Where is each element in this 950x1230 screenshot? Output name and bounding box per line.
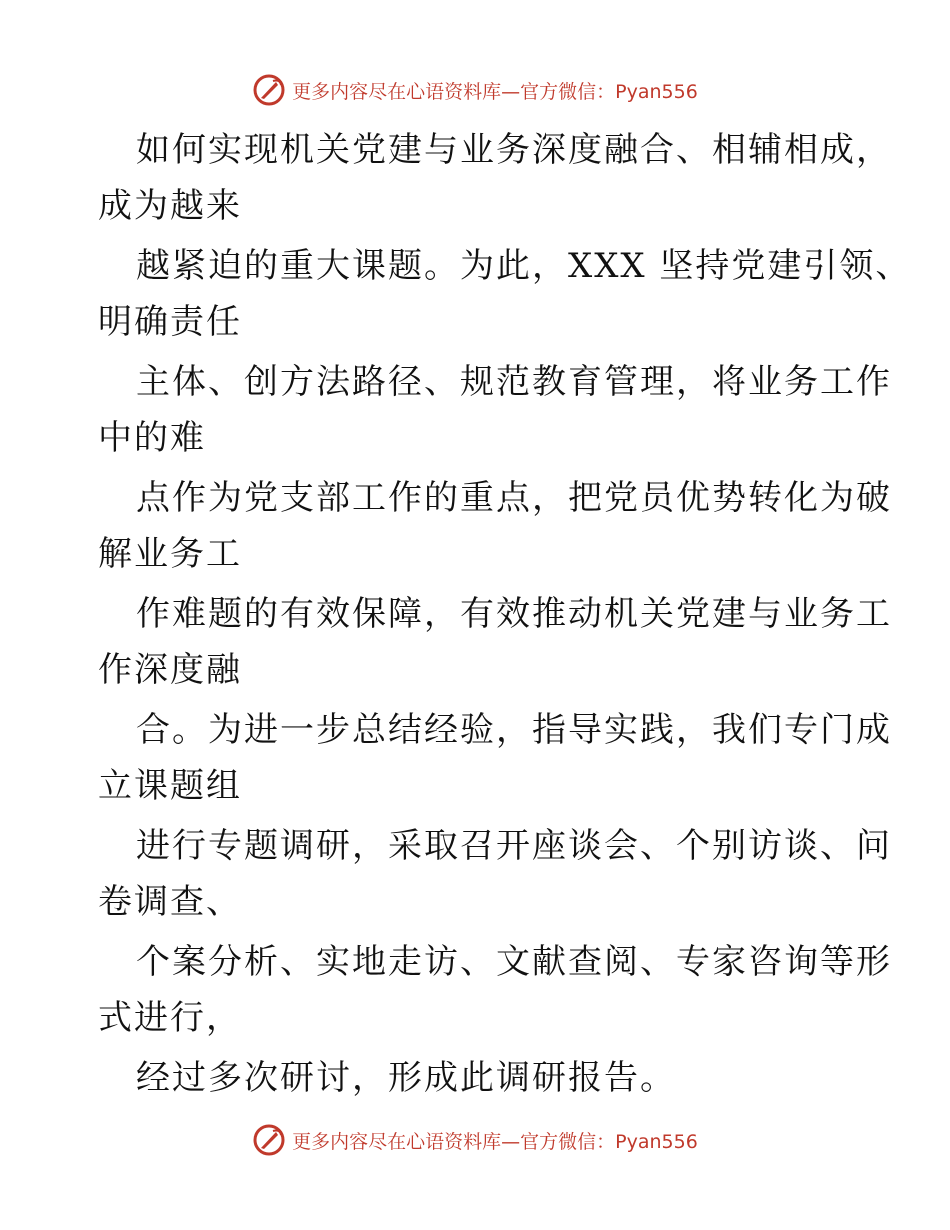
quill-logo-icon bbox=[252, 73, 286, 107]
body-line: 进行专题调研，采取召开座谈会、个别访谈、问 bbox=[136, 826, 892, 866]
body-line: 作深度融 bbox=[98, 650, 242, 690]
body-line: 如何实现机关党建与业务深度融合、相辅相成， bbox=[136, 130, 892, 170]
body-line: 式进行， bbox=[98, 998, 242, 1038]
footer-banner-inner bbox=[252, 1123, 698, 1157]
quill-logo-icon bbox=[252, 1123, 286, 1157]
body-line: 解业务工 bbox=[98, 534, 242, 574]
body-line: 个案分析、实地走访、文献查阅、专家咨询等形 bbox=[136, 942, 892, 982]
body-line: 越紧迫的重大课题。为此，XXX 坚持党建引领、 bbox=[136, 246, 912, 286]
header-banner bbox=[0, 70, 950, 110]
footer-banner bbox=[0, 1120, 950, 1160]
body-line: 立课题组 bbox=[98, 766, 242, 806]
body-line: 成为越来 bbox=[98, 186, 242, 226]
body-line: 卷调查、 bbox=[98, 882, 242, 922]
body-line: 作难题的有效保障，有效推动机关党建与业务工 bbox=[136, 594, 892, 634]
body-line: 经过多次研讨，形成此调研报告。 bbox=[136, 1058, 676, 1098]
header-banner-text: 更多内容尽在心语资料库—官方微信：Pyan556 bbox=[292, 80, 698, 103]
body-line: 点作为党支部工作的重点，把党员优势转化为破 bbox=[136, 478, 892, 518]
header-banner-inner bbox=[252, 73, 698, 107]
body-line: 中的难 bbox=[98, 418, 206, 458]
body-line: 合。为进一步总结经验，指导实践，我们专门成 bbox=[136, 710, 892, 750]
body-line: 明确责任 bbox=[98, 302, 242, 342]
footer-banner-text: 更多内容尽在心语资料库—官方微信：Pyan556 bbox=[292, 1130, 698, 1153]
body-line: 主体、创方法路径、规范教育管理，将业务工作 bbox=[136, 362, 892, 402]
